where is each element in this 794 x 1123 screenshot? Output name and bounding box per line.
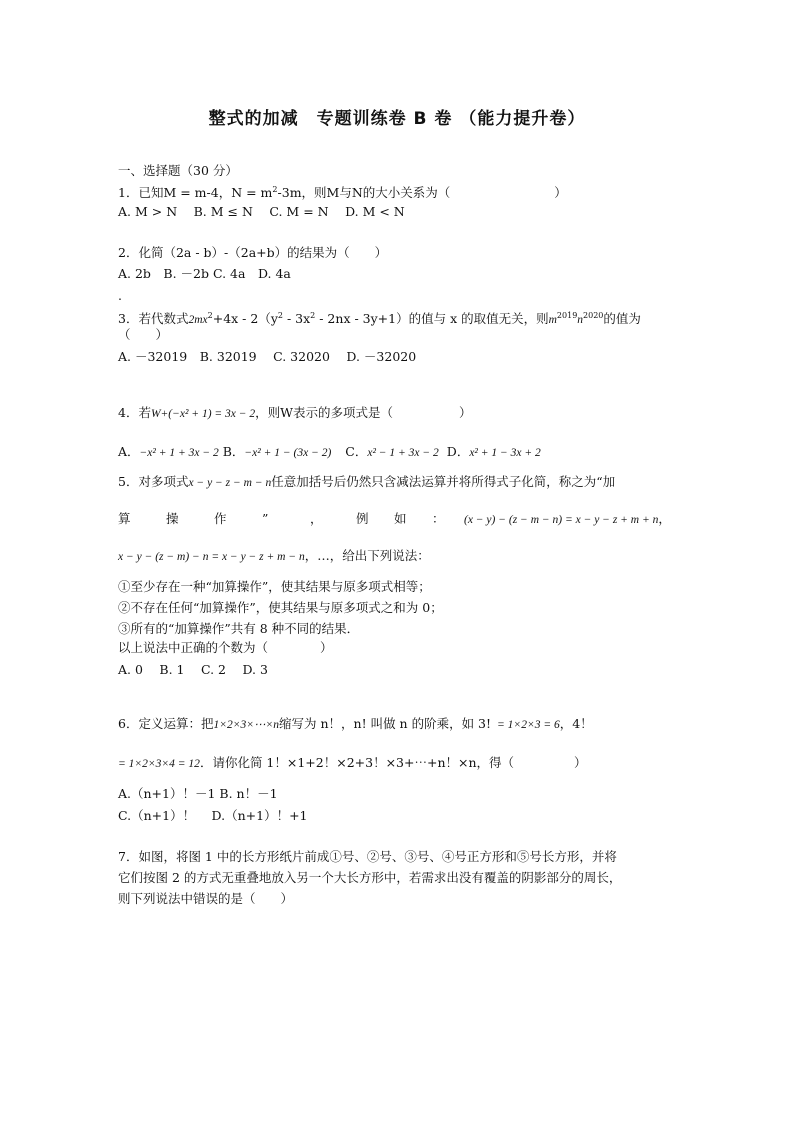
q5-stem-b: 任意加括号后仍然只含减法运算并将所得式子化简，称之为“加 (271, 474, 616, 489)
q6-stem-a: 6．定义运算：把 (118, 716, 214, 731)
q3-expr-b: +4x - 2（y (212, 311, 278, 327)
q5-char: 作 (214, 511, 227, 526)
q6-stem-c: ，4！ (559, 716, 593, 731)
question-5-statement-1: ①至少存在一种“加算操作”，使其结果与原多项式相等； (118, 579, 431, 594)
q3-exp-a: 2 (207, 311, 213, 320)
question-4-stem (118, 405, 472, 422)
q4-option-d: x² + 1 − 3x + 2 (469, 447, 541, 459)
question-3-options: A. －32019 B. 32019 C. 32020 D. －32020 (118, 349, 417, 364)
question-7-line-1: 7．如图，将图 1 中的长方形纸片前成①号、②号、③号、④号正方形和⑤号长方形，并将 (118, 849, 617, 864)
question-5-options: A. 0 B. 1 C. 2 D. 3 (118, 662, 268, 677)
q5-char: 例 (356, 511, 369, 526)
question-3-stem (118, 308, 641, 328)
q5-spread-text (118, 511, 464, 526)
question-2-stem: 2．化简（2a - b）-（2a+b）的结果为（ ） (118, 245, 388, 260)
page-title: 整式的加减 专题训练卷 B 卷 （能力提升卷） (208, 109, 586, 129)
question-5-example-2 (118, 548, 430, 565)
q4-stem-a: 4．若 (118, 405, 151, 420)
q3-exp-c: 2 (310, 311, 316, 320)
q1-exponent: 2 (272, 185, 278, 194)
question-7-line-3: 则下列说法中错误的是（ ） (118, 891, 294, 906)
q6-expr-1: 1×2×3×⋯×n (213, 719, 280, 731)
q3-expr-c: - 3x (282, 311, 311, 327)
question-1-options: A. M > N B. M ≤ N C. M = N D. M < N (118, 204, 405, 219)
q5-example-2: x − y − (z − m) − n = x − y − z + m − n (118, 551, 305, 563)
q3-expr-d: - 2nx - 3y+1）的值与 x 的取值无关，则 (315, 311, 549, 327)
q4-expression: W+(−x² + 1) = 3x − 2 (150, 408, 256, 420)
q4-option-b-label: B． (222, 444, 245, 459)
q5-after-example-2: ，…，给出下列说法： (304, 548, 430, 563)
question-5-stem (118, 474, 615, 491)
question-3-paren: （ ） (118, 327, 169, 342)
q3-expr-e: m (548, 314, 557, 327)
q3-exp-b: 2 (277, 311, 283, 320)
q5-comma: ， (658, 511, 671, 526)
question-2-dot: . (118, 288, 122, 303)
q5-char: ” (262, 511, 269, 526)
q5-char: ， (310, 511, 323, 526)
q5-close-paren: ） (320, 640, 333, 655)
q6-expr-2: = 1×2×3 = 6 (497, 719, 560, 731)
q5-char: 算 (118, 511, 131, 526)
q4-option-c: x² − 1 + 3x − 2 (367, 447, 439, 459)
q3-expr-f: n (577, 314, 584, 327)
question-4-options (118, 444, 541, 461)
question-6-options-1: A.（n+1）！－1 B. n！－1 (118, 786, 278, 801)
q5-expression: x − y − z − m − n (188, 477, 272, 489)
q4-close-paren: ） (459, 405, 472, 420)
q1-stem-b: -3m，则M与N的大小关系为（ (277, 185, 451, 201)
q3-exp-f: 2020 (583, 311, 604, 320)
q3-stem-a: 3．若代数式 (118, 311, 189, 327)
q6-stem-b: 缩写为 n！，n! 叫做 n 的阶乘，如 3! (279, 716, 492, 731)
q6-expr-3: = 1×2×3×4 = 12 (118, 758, 200, 770)
q5-char: 如 (394, 511, 407, 526)
question-5-example-line (118, 511, 671, 528)
question-5-statement-3: ③所有的“加算操作”共有 8 种不同的结果． (118, 621, 360, 636)
q4-option-a-label: A． (118, 444, 140, 459)
q4-stem-b: ，则W表示的多项式是（ (255, 405, 394, 420)
q1-stem-a: 1．已知M = m-4，N = m (118, 185, 273, 201)
question-6-stem-2 (118, 755, 587, 772)
q3-expr-a: 2mx (188, 314, 208, 327)
question-1-stem (118, 182, 567, 201)
q5-char: 操 (166, 511, 179, 526)
question-6-stem (118, 716, 593, 733)
question-7-line-2: 它们按图 2 的方式无重叠地放入另一个大长方形中，若需求出没有覆盖的阴影部分的周长， (118, 870, 622, 885)
q4-option-b: −x² + 1 − (3x − 2) (244, 447, 332, 459)
q6-close-paren: ） (574, 755, 587, 770)
q1-close-paren: ） (554, 185, 567, 201)
q4-option-a: −x² + 1 + 3x − 2 (139, 447, 219, 459)
q4-option-d-label: D． (446, 444, 470, 459)
question-6-options-2: C.（n+1）！ D.（n+1）！+1 (118, 808, 308, 823)
q6-stem-d: ．请你化简 1！×1+2！×2+3！×3+⋯+n！×n，得（ (199, 755, 515, 770)
q3-stem-b: 的值为 (603, 311, 641, 327)
question-5-statement-2: ②不存在任何“加算操作”，使其结果与原多项式之和为 0； (118, 600, 443, 615)
question-2-options: A. 2b B. －2b C. 4a D. 4a (118, 266, 291, 281)
question-5-count (118, 640, 333, 656)
section-heading: 一、选择题（30 分） (118, 163, 238, 178)
q5-count-text: 以上说法中正确的个数为（ (118, 640, 269, 655)
q3-exp-e: 2019 (556, 311, 578, 320)
q4-option-c-label: C． (345, 444, 368, 459)
q5-example-1: (x − y) − (z − m − n) = x − y − z + m + n (463, 514, 659, 526)
q5-char: ： (432, 511, 445, 526)
q5-stem-a: 5．对多项式 (118, 474, 189, 489)
